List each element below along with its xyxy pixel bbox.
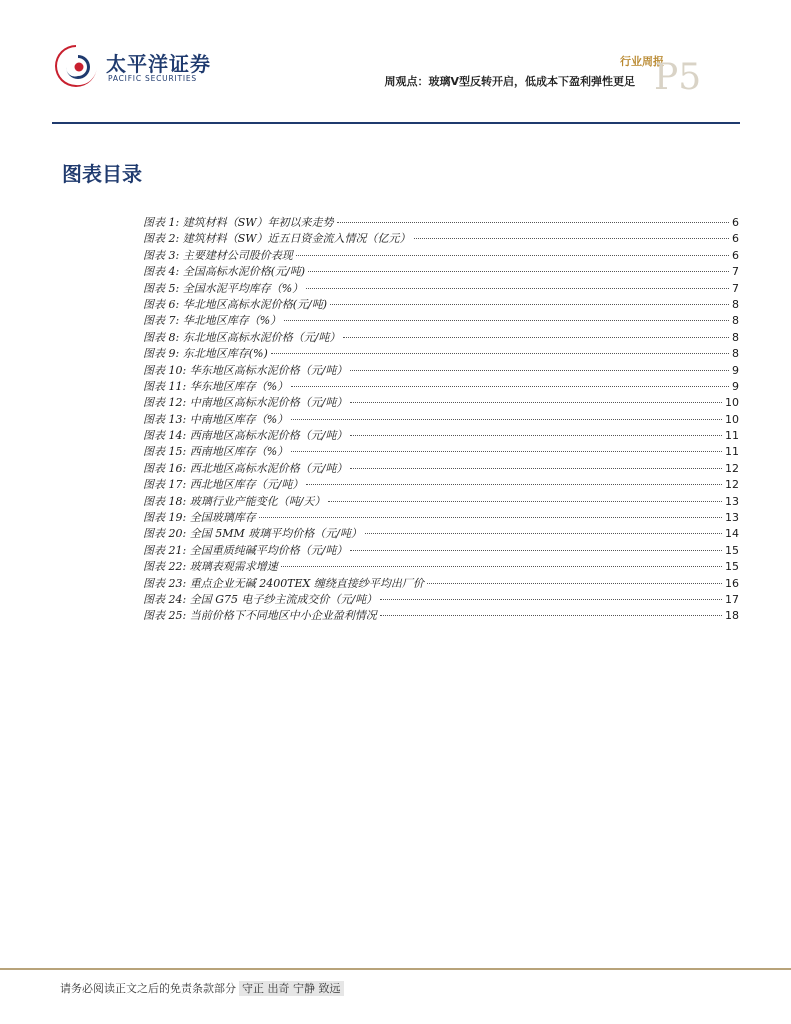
toc-item[interactable]	[143, 214, 739, 230]
toc-leader	[365, 533, 722, 534]
page-footer	[60, 980, 344, 996]
toc-leader	[350, 370, 729, 371]
toc-item[interactable]	[143, 345, 739, 361]
toc-item[interactable]	[143, 263, 739, 279]
toc-item[interactable]	[143, 280, 739, 296]
report-type-label: 行业周报	[620, 55, 664, 68]
toc-item[interactable]	[143, 607, 739, 623]
toc-item[interactable]	[143, 427, 739, 443]
toc-item-page: 17	[725, 592, 739, 606]
toc-item[interactable]	[143, 591, 739, 607]
toc-leader	[271, 353, 729, 354]
toc-item-label: 图表 17: 西北地区库存（元/吨）	[143, 478, 304, 492]
toc-leader	[350, 435, 722, 436]
toc-item-page: 12	[725, 478, 739, 492]
company-logo	[52, 42, 222, 92]
toc-item-page: 15	[725, 543, 739, 557]
toc-item-label: 图表 18: 玻璃行业产能变化（吨/天）	[143, 494, 326, 508]
toc-item-page: 6	[732, 216, 739, 229]
toc-item-label: 图表 10: 华东地区高标水泥价格（元/吨）	[143, 363, 348, 377]
toc-item-page: 8	[732, 347, 739, 361]
toc-leader	[291, 386, 729, 387]
toc-item-label: 图表 11: 华东地区库存（%）	[143, 379, 289, 393]
toc-leader	[343, 337, 729, 338]
toc-item-label: 图表 20: 全国 5MM 玻璃平均价格（元/吨）	[143, 527, 362, 541]
pacific-securities-logo-icon	[52, 42, 100, 90]
toc-item-page: 13	[725, 494, 739, 508]
toc-item-label: 图表 5: 全国水泥平均库存（%）	[143, 281, 304, 295]
toc-leader	[296, 255, 729, 256]
toc-leader	[414, 238, 729, 239]
toc-item-page: 12	[725, 461, 739, 475]
toc-item-label: 图表 6: 华北地区高标水泥价格(元/吨)	[143, 297, 327, 311]
toc-item[interactable]	[143, 460, 739, 476]
toc-item-page: 11	[725, 429, 739, 443]
toc-leader	[291, 451, 722, 452]
report-title: 周观点：玻璃V型反转开启，低成本下盈利弹性更足	[384, 75, 635, 88]
footer-divider	[0, 968, 791, 970]
toc-item-page: 6	[732, 248, 739, 262]
toc-item-label: 图表 13: 中南地区库存（%）	[143, 412, 289, 426]
toc-item[interactable]	[143, 509, 739, 525]
toc-item[interactable]	[143, 394, 739, 410]
toc-item[interactable]	[143, 542, 739, 558]
toc-leader	[328, 501, 722, 502]
logo-english-name: PACIFIC SECURITIES	[108, 74, 197, 83]
toc-item-label: 图表 1: 建筑材料（SW）年初以来走势	[143, 216, 334, 229]
toc-item[interactable]	[143, 443, 739, 459]
toc-item-page: 15	[725, 560, 739, 574]
logo-chinese-name: 太平洋证券	[106, 52, 211, 76]
toc-item-page: 9	[732, 363, 739, 377]
toc-item-label: 图表 19: 全国玻璃库存	[143, 511, 256, 525]
toc-item-page: 8	[732, 330, 739, 344]
footer-disclaimer: 请务必阅读正文之后的免责条款部分	[60, 982, 236, 995]
toc-item[interactable]	[143, 362, 739, 378]
header-divider	[52, 122, 740, 124]
toc-leader	[306, 288, 729, 289]
toc-leader	[259, 517, 722, 518]
toc-item-page: 11	[725, 445, 739, 459]
toc-item-label: 图表 24: 全国 G75 电子纱主流成交价（元/吨）	[143, 592, 378, 606]
toc-item-label: 图表 21: 全国重质纯碱平均价格（元/吨）	[143, 543, 348, 557]
toc-item-page: 8	[732, 314, 739, 328]
toc-item[interactable]	[143, 247, 739, 263]
figure-toc-list	[143, 214, 739, 624]
toc-item[interactable]	[143, 296, 739, 312]
toc-item-label: 图表 25: 当前价格下不同地区中小企业盈利情况	[143, 609, 377, 623]
toc-leader	[330, 304, 729, 305]
toc-item[interactable]	[143, 378, 739, 394]
toc-item-page: 10	[725, 412, 739, 426]
toc-item-page: 10	[725, 396, 739, 410]
toc-leader	[337, 222, 729, 223]
toc-item-page: 14	[725, 527, 739, 541]
toc-item-page: 9	[732, 379, 739, 393]
toc-leader	[350, 468, 722, 469]
toc-item-label: 图表 7: 华北地区库存（%）	[143, 314, 282, 328]
toc-title: 图表目录	[62, 162, 142, 186]
toc-item[interactable]	[143, 329, 739, 345]
toc-item-label: 图表 9: 东北地区库存(%)	[143, 347, 268, 361]
toc-item-page: 6	[732, 232, 739, 246]
toc-item[interactable]	[143, 575, 739, 591]
toc-item[interactable]	[143, 230, 739, 246]
toc-leader	[380, 599, 722, 600]
toc-item-label: 图表 14: 西南地区高标水泥价格（元/吨）	[143, 429, 348, 443]
toc-item-label: 图表 4: 全国高标水泥价格(元/吨)	[143, 265, 305, 279]
toc-item-label: 图表 3: 主要建材公司股价表现	[143, 248, 293, 262]
toc-item-label: 图表 16: 西北地区高标水泥价格（元/吨）	[143, 461, 348, 475]
toc-leader	[350, 402, 722, 403]
toc-item[interactable]	[143, 476, 739, 492]
toc-leader	[380, 615, 722, 616]
toc-item-label: 图表 8: 东北地区高标水泥价格（元/吨）	[143, 330, 341, 344]
footer-motto: 守正 出奇 宁静 致远	[239, 981, 344, 996]
toc-leader	[308, 271, 729, 272]
toc-item-page: 16	[725, 576, 739, 590]
toc-item-page: 7	[732, 265, 739, 279]
toc-item[interactable]	[143, 525, 739, 541]
toc-item[interactable]	[143, 558, 739, 574]
toc-item-page: 18	[725, 609, 739, 623]
toc-leader	[291, 419, 722, 420]
toc-item-page: 7	[732, 281, 739, 295]
toc-item[interactable]	[143, 411, 739, 427]
toc-leader	[284, 320, 729, 321]
toc-item-label: 图表 22: 玻璃表观需求增速	[143, 560, 278, 574]
toc-leader	[281, 566, 722, 567]
page-number: P5	[654, 57, 702, 98]
toc-leader	[427, 583, 722, 584]
toc-item[interactable]	[143, 312, 739, 328]
toc-item-label: 图表 23: 重点企业无碱 2400TEX 缠绕直接纱平均出厂价	[143, 576, 424, 590]
toc-item[interactable]	[143, 493, 739, 509]
toc-item-label: 图表 15: 西南地区库存（%）	[143, 445, 289, 459]
toc-item-page: 8	[732, 297, 739, 311]
toc-item-page: 13	[725, 511, 739, 525]
toc-item-label: 图表 2: 建筑材料（SW）近五日资金流入情况（亿元）	[143, 232, 411, 246]
toc-leader	[350, 550, 722, 551]
toc-item-label: 图表 12: 中南地区高标水泥价格（元/吨）	[143, 396, 348, 410]
toc-leader	[306, 484, 722, 485]
